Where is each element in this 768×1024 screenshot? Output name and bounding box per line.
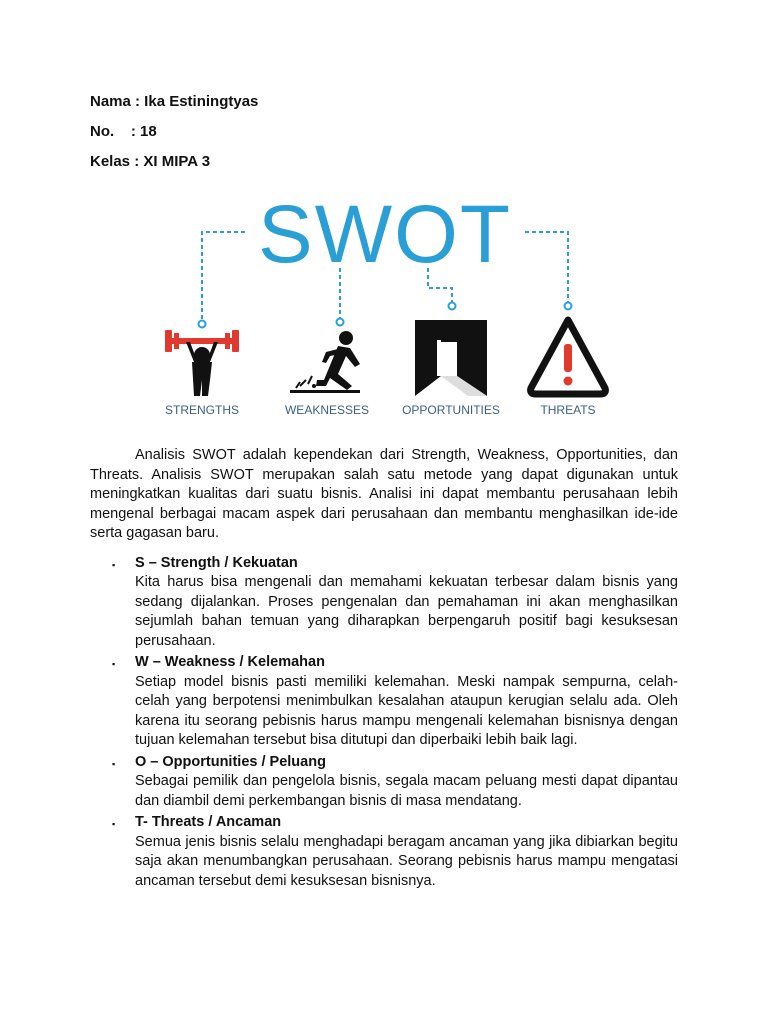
item-title: S – Strength / Kekuatan (135, 554, 298, 571)
intro-paragraph: Analisis SWOT adalah kependekan dari Strength, Weakness, Opportunities, dan Threats. Analisis SWOT merupakan salah satu metode yang dapat digunakan untuk meningkatkan kualitas dari suatu bisnis. Analisi ini dapat membantu perusahaan lebih mengenal berbagai macam aspek dari perusahaan dan membantu menghasilkan ide-ide serta gagasan baru. (90, 447, 678, 541)
student-number: No. : 18 (90, 123, 157, 140)
warning-triangle-icon (531, 320, 606, 394)
list-item-opportunities (90, 753, 678, 812)
weightlifter-icon (165, 330, 239, 396)
swot-list (90, 554, 678, 892)
label-strengths: STRENGTHS (164, 403, 240, 417)
connector-endpoints (199, 303, 572, 328)
item-title: W – Weakness / Kelemahan (135, 654, 325, 670)
bullet-icon: ▪ (112, 819, 116, 829)
label-opportunities: OPPORTUNITIES (402, 403, 500, 417)
label-threats: THREATS (540, 403, 596, 417)
bullet-icon: ▪ (112, 758, 116, 769)
student-name: Nama : Ika Estiningtyas (90, 93, 259, 110)
bullet-icon: ▪ (112, 559, 116, 570)
item-title: O – Opportunities / Peluang (135, 753, 326, 770)
document-body (90, 446, 678, 893)
list-item-threats (90, 813, 678, 891)
list-item-weakness (90, 653, 678, 751)
item-description: Kita harus bisa mengenali dan memahami kekuatan terbesar dalam bisnis yang sedang dijalankan. Proses pengenalan dan pemahaman ini akan menghasilkan sejumlah bahan temuan yang diharapkan berpengaruh positif bagi kesuksesan perusahaan. (135, 574, 678, 649)
bullet-icon: ▪ (112, 659, 116, 669)
list-item-strength (90, 554, 678, 652)
swot-diagram (150, 190, 620, 430)
label-weaknesses: WEAKNESSES (284, 403, 370, 417)
student-info (90, 92, 258, 182)
student-class: Kelas : XI MIPA 3 (90, 153, 211, 170)
item-description: Setiap model bisnis pasti memiliki kelemahan. Meski nampak sempurna, celah-celah yang berpotensi menimbulkan kesalahan ataupun kerugian selalu ada. Oleh karena itu seorang pebisnis harus mampu mengenali kelemahan bisnisnya dengan tujuan kelemahan tersebut bisa ditutupi dan diperbaiki lebih baik lagi. (135, 673, 678, 748)
item-title: T- Threats / Ancaman (135, 814, 282, 830)
item-description: Semua jenis bisnis selalu menghadapi beragam ancaman yang jika dibiarkan begitu saja akan menumbangkan perusahaan. Seorang pebisnis harus mampu mengatasi ancaman tersebut demi kesuksesan bisnisnya. (135, 833, 678, 889)
open-door-icon (415, 320, 487, 396)
slipping-person-icon (290, 331, 360, 393)
swot-title: SWOT (258, 190, 512, 280)
item-description: Sebagai pemilik dan pengelola bisnis, segala macam peluang mesti dapat dipantau dan diambil demi perkembangan bisnis di masa mendatang. (135, 773, 678, 809)
